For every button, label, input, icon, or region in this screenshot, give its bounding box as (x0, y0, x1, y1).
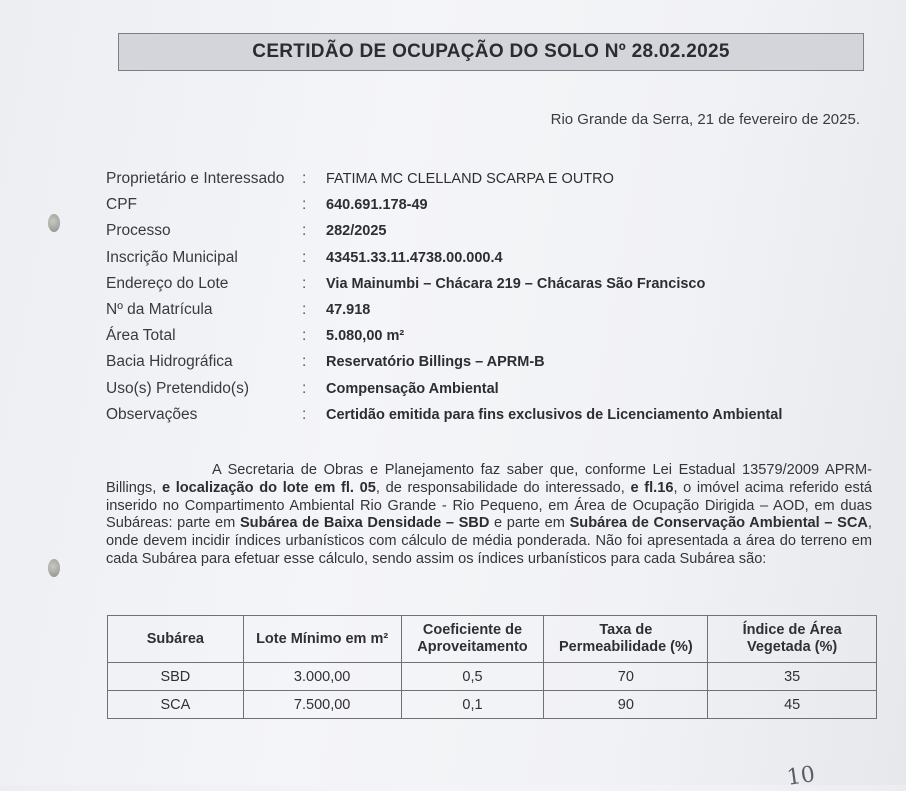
info-row-address: Endereço do Lote : Via Mainumbi – Chácara 219 – Chácaras São Francisco (106, 274, 706, 292)
place-date: Rio Grande da Serra, 21 de fevereiro de 2025. (550, 111, 860, 128)
info-value: 5.080,00 m² (326, 328, 405, 345)
info-row-process: Processo : 282/2025 (106, 222, 387, 240)
table-row (108, 691, 877, 719)
info-label: CPF (106, 196, 137, 214)
punch-hole (48, 214, 60, 232)
table-cell: SCA (108, 691, 244, 719)
table-header: Índice de Área Vegetada (%) (708, 616, 877, 663)
info-label: Proprietário e Interessado (106, 170, 285, 187)
table-cell: 45 (708, 691, 877, 719)
info-block (106, 170, 866, 432)
table-cell: 0,1 (401, 691, 544, 719)
info-row-use: Uso(s) Pretendido(s) : Compensação Ambiental (106, 379, 499, 397)
info-value: FATIMA MC CLELLAND SCARPA E OUTRO (326, 171, 614, 187)
info-row-cpf: CPF : 640.691.178-49 (106, 196, 428, 214)
info-row-basin: Bacia Hidrográfica : Reservatório Billings – APRM-B (106, 353, 545, 371)
table-cell: 35 (708, 663, 877, 691)
document-title: CERTIDÃO DE OCUPAÇÃO DO SOLO Nº 28.02.2025 (118, 33, 864, 71)
info-label: Processo (106, 222, 171, 240)
info-label: Bacia Hidrográfica (106, 353, 233, 371)
table-header: Taxa de Permeabilidade (%) (544, 616, 708, 663)
info-label: Endereço do Lote (106, 274, 229, 292)
table-header: Coeficiente de Aproveitamento (401, 616, 544, 663)
info-value: Via Mainumbi – Chácara 219 – Chácaras São Francisco (326, 275, 706, 292)
table-header: Subárea (108, 616, 244, 663)
info-value: Reservatório Billings – APRM-B (326, 354, 545, 371)
info-label: Nº da Matrícula (106, 300, 213, 318)
info-value: Compensação Ambiental (326, 380, 499, 397)
info-value: 47.918 (326, 301, 371, 318)
punch-hole (48, 559, 60, 577)
info-row-registration: Inscrição Municipal : 43451.33.11.4738.00.000.4 (106, 248, 503, 266)
info-value: 282/2025 (326, 223, 387, 240)
info-row-observations: Observações : Certidão emitida para fins exclusivos de Licenciamento Ambiental (106, 405, 783, 423)
table-cell: 70 (544, 663, 708, 691)
info-value: 43451.33.11.4738.00.000.4 (326, 249, 503, 266)
info-value: Certidão emitida para fins exclusivos de Licenciamento Ambiental (326, 406, 783, 423)
info-label: Área Total (106, 327, 176, 345)
table-row (108, 663, 877, 691)
page-number-handwritten: 10 (785, 762, 817, 791)
table-cell: 7.500,00 (243, 691, 401, 719)
table-header: Lote Mínimo em m² (243, 616, 401, 663)
info-row-owner: Proprietário e Interessado : FATIMA MC CLELLAND SCARPA E OUTRO (106, 170, 614, 187)
info-value: 640.691.178-49 (326, 197, 428, 214)
table-header-row (108, 616, 877, 663)
table-cell: 3.000,00 (243, 663, 401, 691)
table-cell: 90 (544, 691, 708, 719)
info-label: Observações (106, 405, 198, 423)
table-cell: SBD (108, 663, 244, 691)
urban-indices-table (107, 615, 877, 719)
table-cell: 0,5 (401, 663, 544, 691)
info-label: Uso(s) Pretendido(s) (106, 379, 249, 397)
body-paragraph: A Secretaria de Obras e Planejamento faz saber que, conforme Lei Estadual 13579/2009 APRM-Billings, e localização do lote em fl. 05, de responsabilidade do interessado, e fl.16, o imóvel acima referido está inserido no Compartimento Ambiental Rio Grande - Rio Pequeno, em Área de Ocupação Dirigida – AOD, em duas Subáreas: parte em Subárea de Baixa Densidade – SBD e parte em Subárea de Conservação Ambiental – SCA, onde devem incidir índices urbanísticos com cálculo de média ponderada. Não foi apresentada a área do terreno em cada Subárea para efetuar esse cálculo, sendo assim os índices urbanísticos para cada Subárea são: (106, 462, 872, 567)
info-row-matricula: Nº da Matrícula : 47.918 (106, 300, 371, 318)
info-label: Inscrição Municipal (106, 248, 238, 266)
info-row-area: Área Total : 5.080,00 m² (106, 327, 405, 345)
